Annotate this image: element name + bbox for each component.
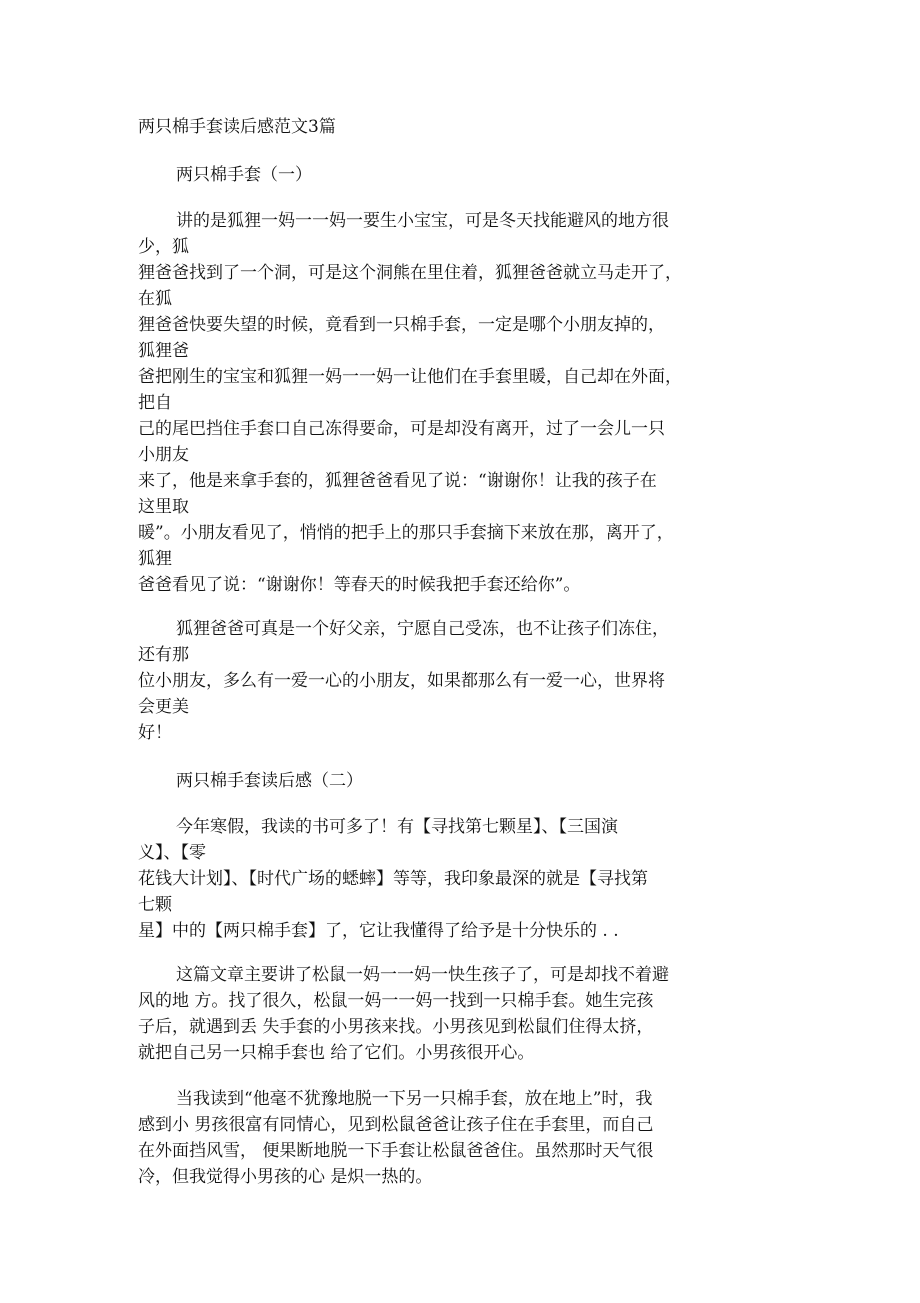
text-line: 会更美 [138, 697, 189, 717]
text-line: 义】、【零 [138, 843, 206, 863]
text-line: 冷，但我觉得小男孩的心 是炽一热的。 [138, 1167, 433, 1187]
text-line: 狐狸爸爸可真是一个好父亲，宁愿自己受冻，也不让孩子们冻住， [176, 619, 669, 639]
section-heading-2: 两只棉手套读后感（二） [176, 771, 363, 791]
text-line: 好！ [138, 723, 172, 743]
text-line: 狸爸爸找到了一个洞，可是这个洞熊在里住着，狐狸爸爸就立马走开了， [138, 263, 682, 283]
section-heading-1: 两只棉手套（一） [176, 165, 312, 185]
text-line: 小朋友 [138, 445, 189, 465]
text-line: 爸把刚生的宝宝和狐狸一妈一一妈一让他们在手套里暖，自己却在外面， [138, 367, 682, 387]
text-line: 位小朋友，多么有一爱一心的小朋友，如果都那么有一爱一心，世界将 [138, 671, 665, 691]
text-line: 七颗 [138, 895, 172, 915]
text-line: 狐狸爸 [138, 341, 189, 361]
text-line: 这篇文章主要讲了松鼠一妈一一妈一快生孩子了，可是却找不着避 [176, 965, 669, 985]
text-line: 爸爸看见了说：“谢谢你！等春天的时候我把手套还给你”。 [138, 575, 581, 595]
text-line: 讲的是狐狸一妈一一妈一要生小宝宝，可是冬天找能避风的地方很 [176, 211, 669, 231]
text-line: 子后，就遇到丢 失手套的小男孩来找。小男孩见到松鼠们住得太挤， [138, 1017, 654, 1037]
text-line: 这里取 [138, 497, 189, 517]
text-line: 暖”。小朋友看见了，悄悄的把手上的那只手套摘下来放在那，离开了， [138, 523, 674, 543]
text-line: 来了，他是来拿手套的，狐狸爸爸看见了说：“谢谢你！让我的孩子在 [138, 471, 657, 491]
text-line: 在外面挡风雪， 便果断地脱一下手套让松鼠爸爸住。虽然那时天气很 [138, 1141, 654, 1161]
text-line: 狐狸 [138, 549, 172, 569]
text-line: 己的尾巴挡住手套口自己冻得要命，可是却没有离开，过了一会儿一只 [138, 419, 665, 439]
text-line: 狸爸爸快要失望的时候，竟看到一只棉手套，一定是哪个小朋友掉的， [138, 315, 665, 335]
text-line: 还有那 [138, 645, 189, 665]
text-line: 星】中的【两只棉手套】了，它让我懂得了给予是十分快乐的 . . [138, 921, 619, 941]
text-line: 风的地 方。找了很久，松鼠一妈一一妈一找到一只棉手套。她生完孩 [138, 991, 654, 1011]
text-line: 花钱大计划】、【时代广场的蟋蟀】等等，我印象最深的就是【寻找第 [138, 869, 648, 889]
text-line: 少，狐 [138, 237, 189, 257]
text-line: 在狐 [138, 289, 172, 309]
text-line: 感到小 男孩很富有同情心，见到松鼠爸爸让孩子住在手套里，而自己 [138, 1115, 654, 1135]
text-line: 当我读到“他毫不犹豫地脱一下另一只棉手套，放在地上”时，我 [176, 1089, 653, 1109]
document-title: 两只棉手套读后感范文3篇 [138, 117, 336, 137]
text-line: 就把自己另一只棉手套也 给了它们。小男孩很开心。 [138, 1043, 535, 1063]
text-line: 今年寒假，我读的书可多了！有【寻找第七颗星】、【三国演 [176, 817, 618, 837]
text-line: 把自 [138, 393, 172, 413]
